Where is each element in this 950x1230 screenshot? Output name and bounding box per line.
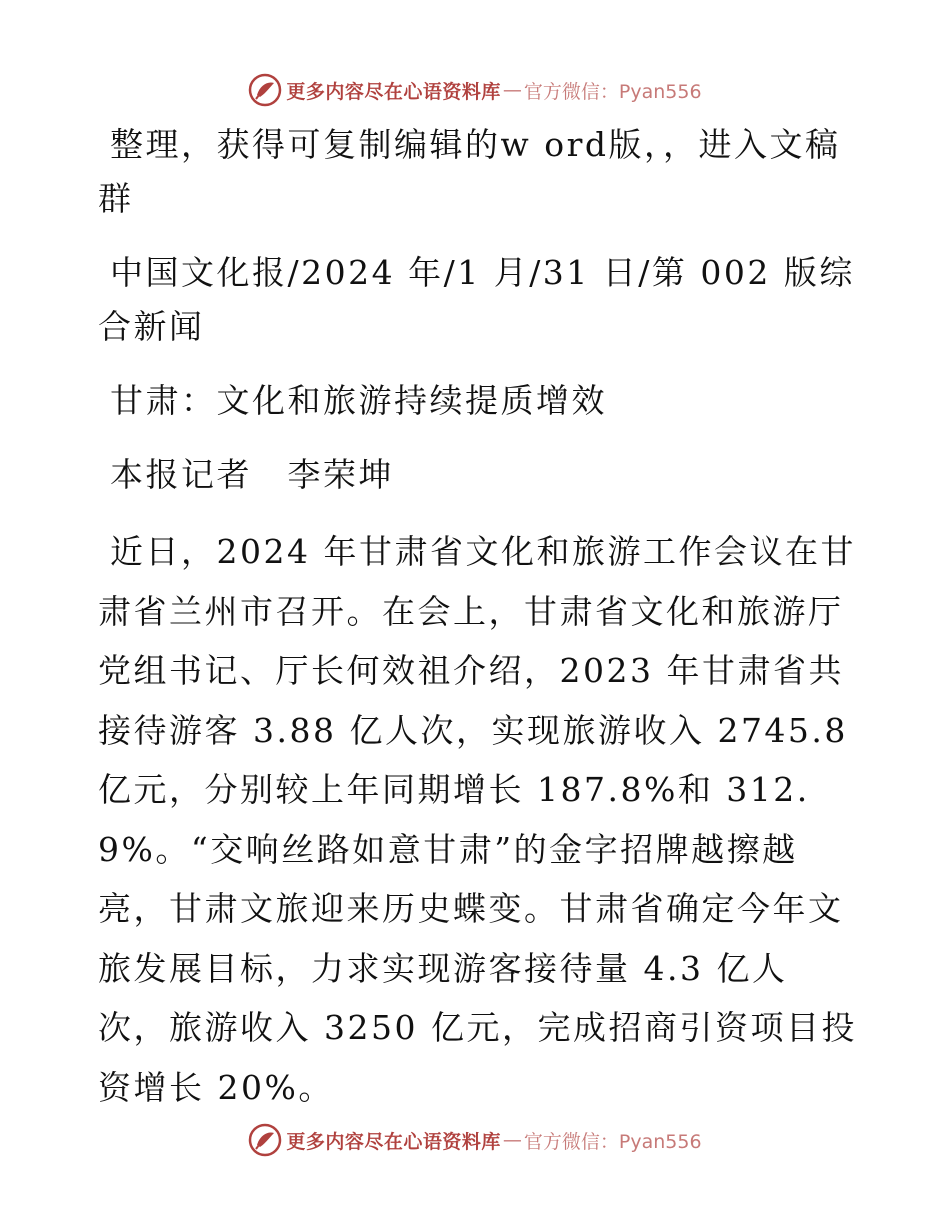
- watermark-header: [0, 70, 950, 110]
- watermark-separator: —: [502, 1129, 522, 1151]
- watermark-footer: [0, 1120, 950, 1160]
- byline: 本报记者 李荣坤: [110, 455, 394, 494]
- brand-logo-icon: [248, 73, 282, 107]
- document-body: [98, 118, 858, 1137]
- watermark-contact-text: 官方微信：Pyan556: [523, 1130, 702, 1153]
- article-paragraph: 近日，2024 年甘肃省文化和旅游工作会议在甘肃省兰州市召开。在会上，甘肃省文化和旅游厅党组书记、厅长何效祖介绍，2023 年甘肃省共接待游客 3.88 亿人次，实现旅游收入 2745.8 亿元，分别较上年同期增长 187.8%和 312.9%。“交响丝路如意甘肃”的金字招牌越擦越亮，甘肃文旅迎来历史蝶变。甘肃省确定今年文旅发展目标，力求实现游客接待量 4.3 亿人次，旅游收入 3250 亿元，完成招商引资项目投资增长 20%。: [98, 532, 857, 1107]
- intro-note: 整理，获得可复制编辑的w ord版，，进入文稿群: [98, 125, 841, 218]
- watermark-brand-text: 更多内容尽在心语资料库: [286, 1130, 501, 1153]
- watermark-brand-text: 更多内容尽在心语资料库: [286, 80, 501, 103]
- watermark-contact-text: 官方微信：Pyan556: [523, 80, 702, 103]
- article-title: 甘肃：文化和旅游持续提质增效: [110, 381, 607, 420]
- brand-logo-icon: [248, 1123, 282, 1157]
- source-line: 中国文化报/2024 年/1 月/31 日/第 002 版综合新闻: [98, 253, 855, 346]
- watermark-separator: —: [502, 79, 522, 101]
